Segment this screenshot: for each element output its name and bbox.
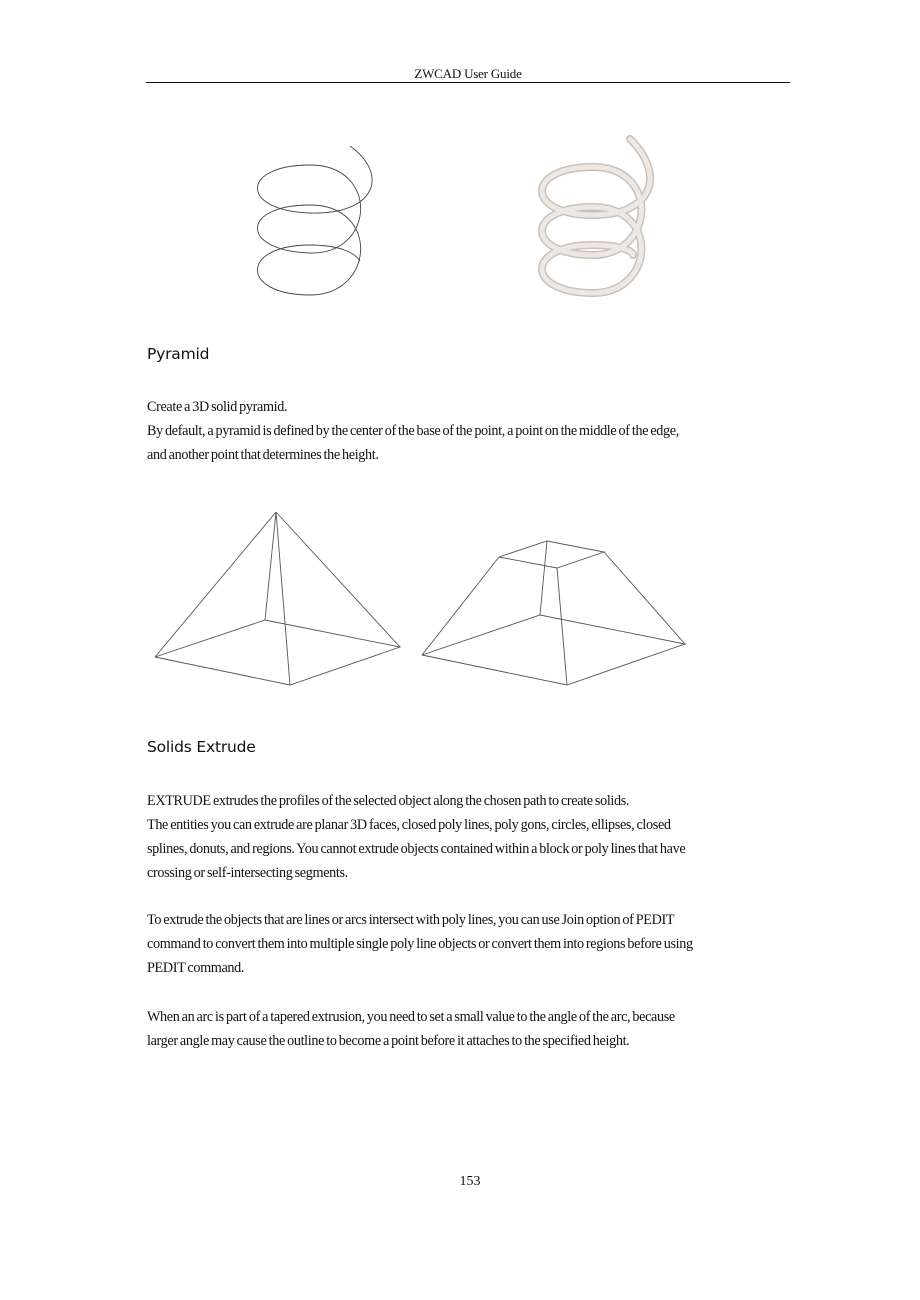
text-line: When an arc is part of a tapered extrusion, you need to set a small value to the angle of the arc, because <box>147 1009 675 1025</box>
section-heading-solids-extrude: Solids Extrude <box>147 738 256 756</box>
pyramid-wireframe <box>155 512 400 685</box>
header-title: ZWCAD User Guide <box>414 66 522 81</box>
extrude-paragraph-2 <box>147 908 793 980</box>
text-line: EXTRUDE extrudes the profiles of the selected object along the chosen path to create solids. <box>147 793 630 809</box>
text-line: PEDIT command. <box>147 960 245 976</box>
extrude-paragraph-3 <box>147 1005 793 1053</box>
text-line: Create a 3D solid pyramid. <box>147 399 288 415</box>
text-line: command to convert them into multiple single poly line objects or convert them into regions before using <box>147 936 693 952</box>
text-line: splines, donuts, and regions. You cannot extrude objects contained within a block or poly lines that have <box>147 841 686 857</box>
text-line: and another point that determines the height. <box>147 447 379 463</box>
section-heading-pyramid: Pyramid <box>147 345 210 363</box>
text-line: crossing or self-intersecting segments. <box>147 865 348 881</box>
text-line: By default, a pyramid is defined by the center of the base of the point, a point on the middle of the edge, <box>147 423 679 439</box>
page-number: 153 <box>459 1174 481 1189</box>
text-line: larger angle may cause the outline to become a point before it attaches to the specified height. <box>147 1033 630 1049</box>
frustum-wireframe <box>422 541 685 685</box>
text-line: To extrude the objects that are lines or arcs intersect with poly lines, you can use Join option of PEDIT <box>147 912 675 928</box>
text-line: The entities you can extrude are planar 3D faces, closed poly lines, poly gons, circles, ellipses, closed <box>147 817 671 833</box>
extrude-paragraph-1 <box>147 789 793 885</box>
